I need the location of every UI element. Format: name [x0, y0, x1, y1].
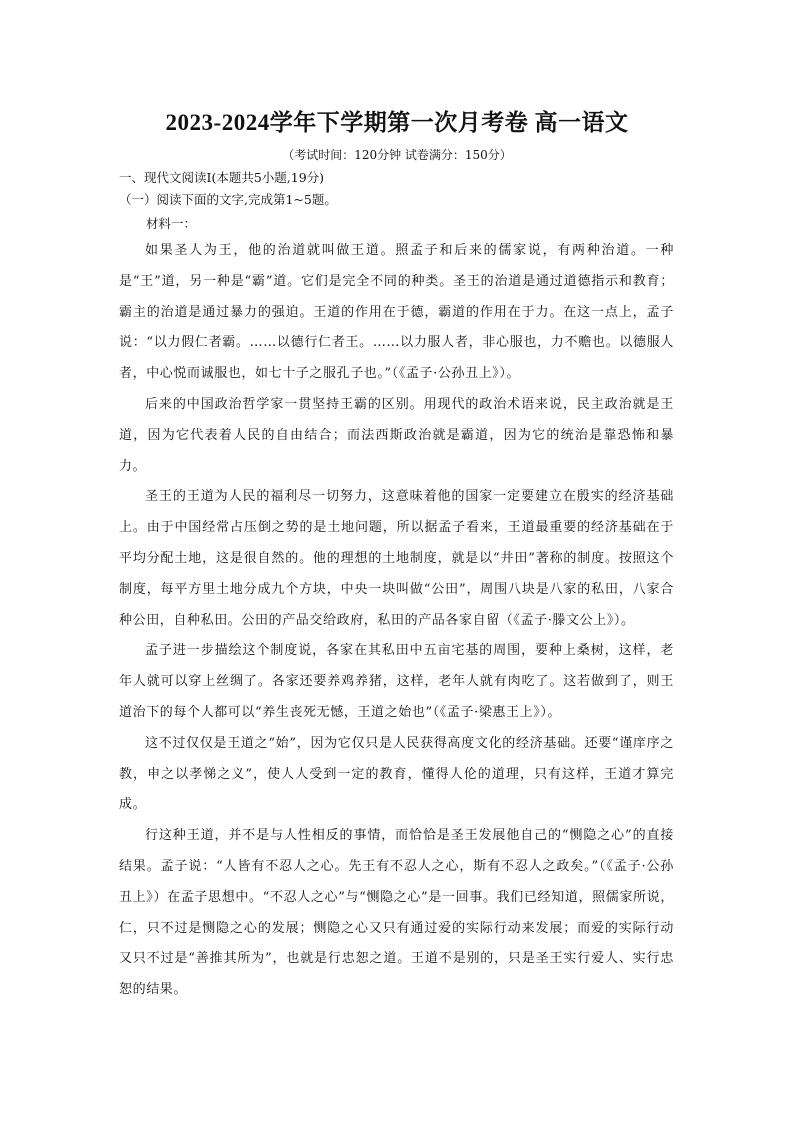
- passage-body: [119, 236, 674, 1006]
- exam-title: 2023-2024学年下学期第一次月考卷 高一语文: [165, 110, 629, 135]
- passage-paragraph: 圣王的王道为人民的福利尽一切努力，这意味着他的国家一定要建立在殷实的经济基础上。由于中国经常占压倒之势的是土地问题，所以据孟子看来，王道最重要的经济基础在于平均分配土地，这是很自然的。他的理想的土地制度，就是以“井田”著称的制度。按照这个制度，每平方里土地分成九个方块，中央一块叫做“公田”，周围八块是八家的私田，八家合种公田，自种私田。公田的产品交给政府，私田的产品各家自留（《孟子·滕文公上》）。: [119, 489, 674, 628]
- exam-info: （考试时间：120分钟 试卷满分：150分）: [282, 148, 512, 162]
- section-heading: 一、现代文阅读Ⅰ(本题共5小题,19分): [119, 170, 325, 185]
- passage-paragraph: 行这种王道，并不是与人性相反的事情，而恰恰是圣王发展他自己的“恻隐之心”的直接结果。孟子说：“人皆有不忍人之心。先王有不忍人之心，斯有不忍人之政矣。”（《孟子·公孙丑上》）在孟子思想中。“不忍人之心”与“恻隐之心”是一回事。我们已经知道，照儒家所说，仁，只不过是恻隐之心的发展；恻隐之心又只有通过爱的实际行动来发展；而爱的实际行动又只不过是“善推其所为”，也就是行忠恕之道。王道不是别的，只是圣王实行爱人、实行忠恕的结果。: [119, 828, 674, 998]
- passage-paragraph: 这不过仅仅是王道之“始”，因为它仅只是人民获得高度文化的经济基础。还要“谨庠序之教，申之以孝悌之义”，使人人受到一定的教育，懂得人伦的道理，只有这样，王道才算完成。: [119, 735, 674, 813]
- passage-paragraph: 后来的中国政治哲学家一贯坚持王霸的区别。用现代的政治术语来说，民主政治就是王道，因为它代表着人民的自由结合；而法西斯政治就是霸道，因为它的统治是靠恐怖和暴力。: [119, 396, 674, 474]
- material-label: 材料一：: [146, 216, 197, 231]
- reading-instruction: （一）阅读下面的文字,完成第1~5题。: [119, 192, 337, 207]
- passage-paragraph: 如果圣人为王，他的治道就叫做王道。照孟子和后来的儒家说，有两种治道。一种是“王”道，另一种是“霸”道。它们是完全不同的种类。圣王的治道是通过道德指示和教育；霸主的治道是通过暴力的强迫。王道的作用在于德，霸道的作用在于力。在这一点上，孟子说：“以力假仁者霸。……以德行仁者王。……以力服人者，非心服也，力不赡也。以德服人者，中心悦而诚服也，如七十子之服孔子也。”（《孟子·公孙丑上》）。: [119, 243, 674, 382]
- passage-paragraph: 孟子进一步描绘这个制度说，各家在其私田中五亩宅基的周围，要种上桑树，这样，老年人就可以穿上丝绸了。各家还要养鸡养猪，这样，老年人就有肉吃了。这若做到了，则王道治下的每个人都可以“养生丧死无憾，王道之始也”（《孟子·梁惠王上》）。: [119, 643, 674, 720]
